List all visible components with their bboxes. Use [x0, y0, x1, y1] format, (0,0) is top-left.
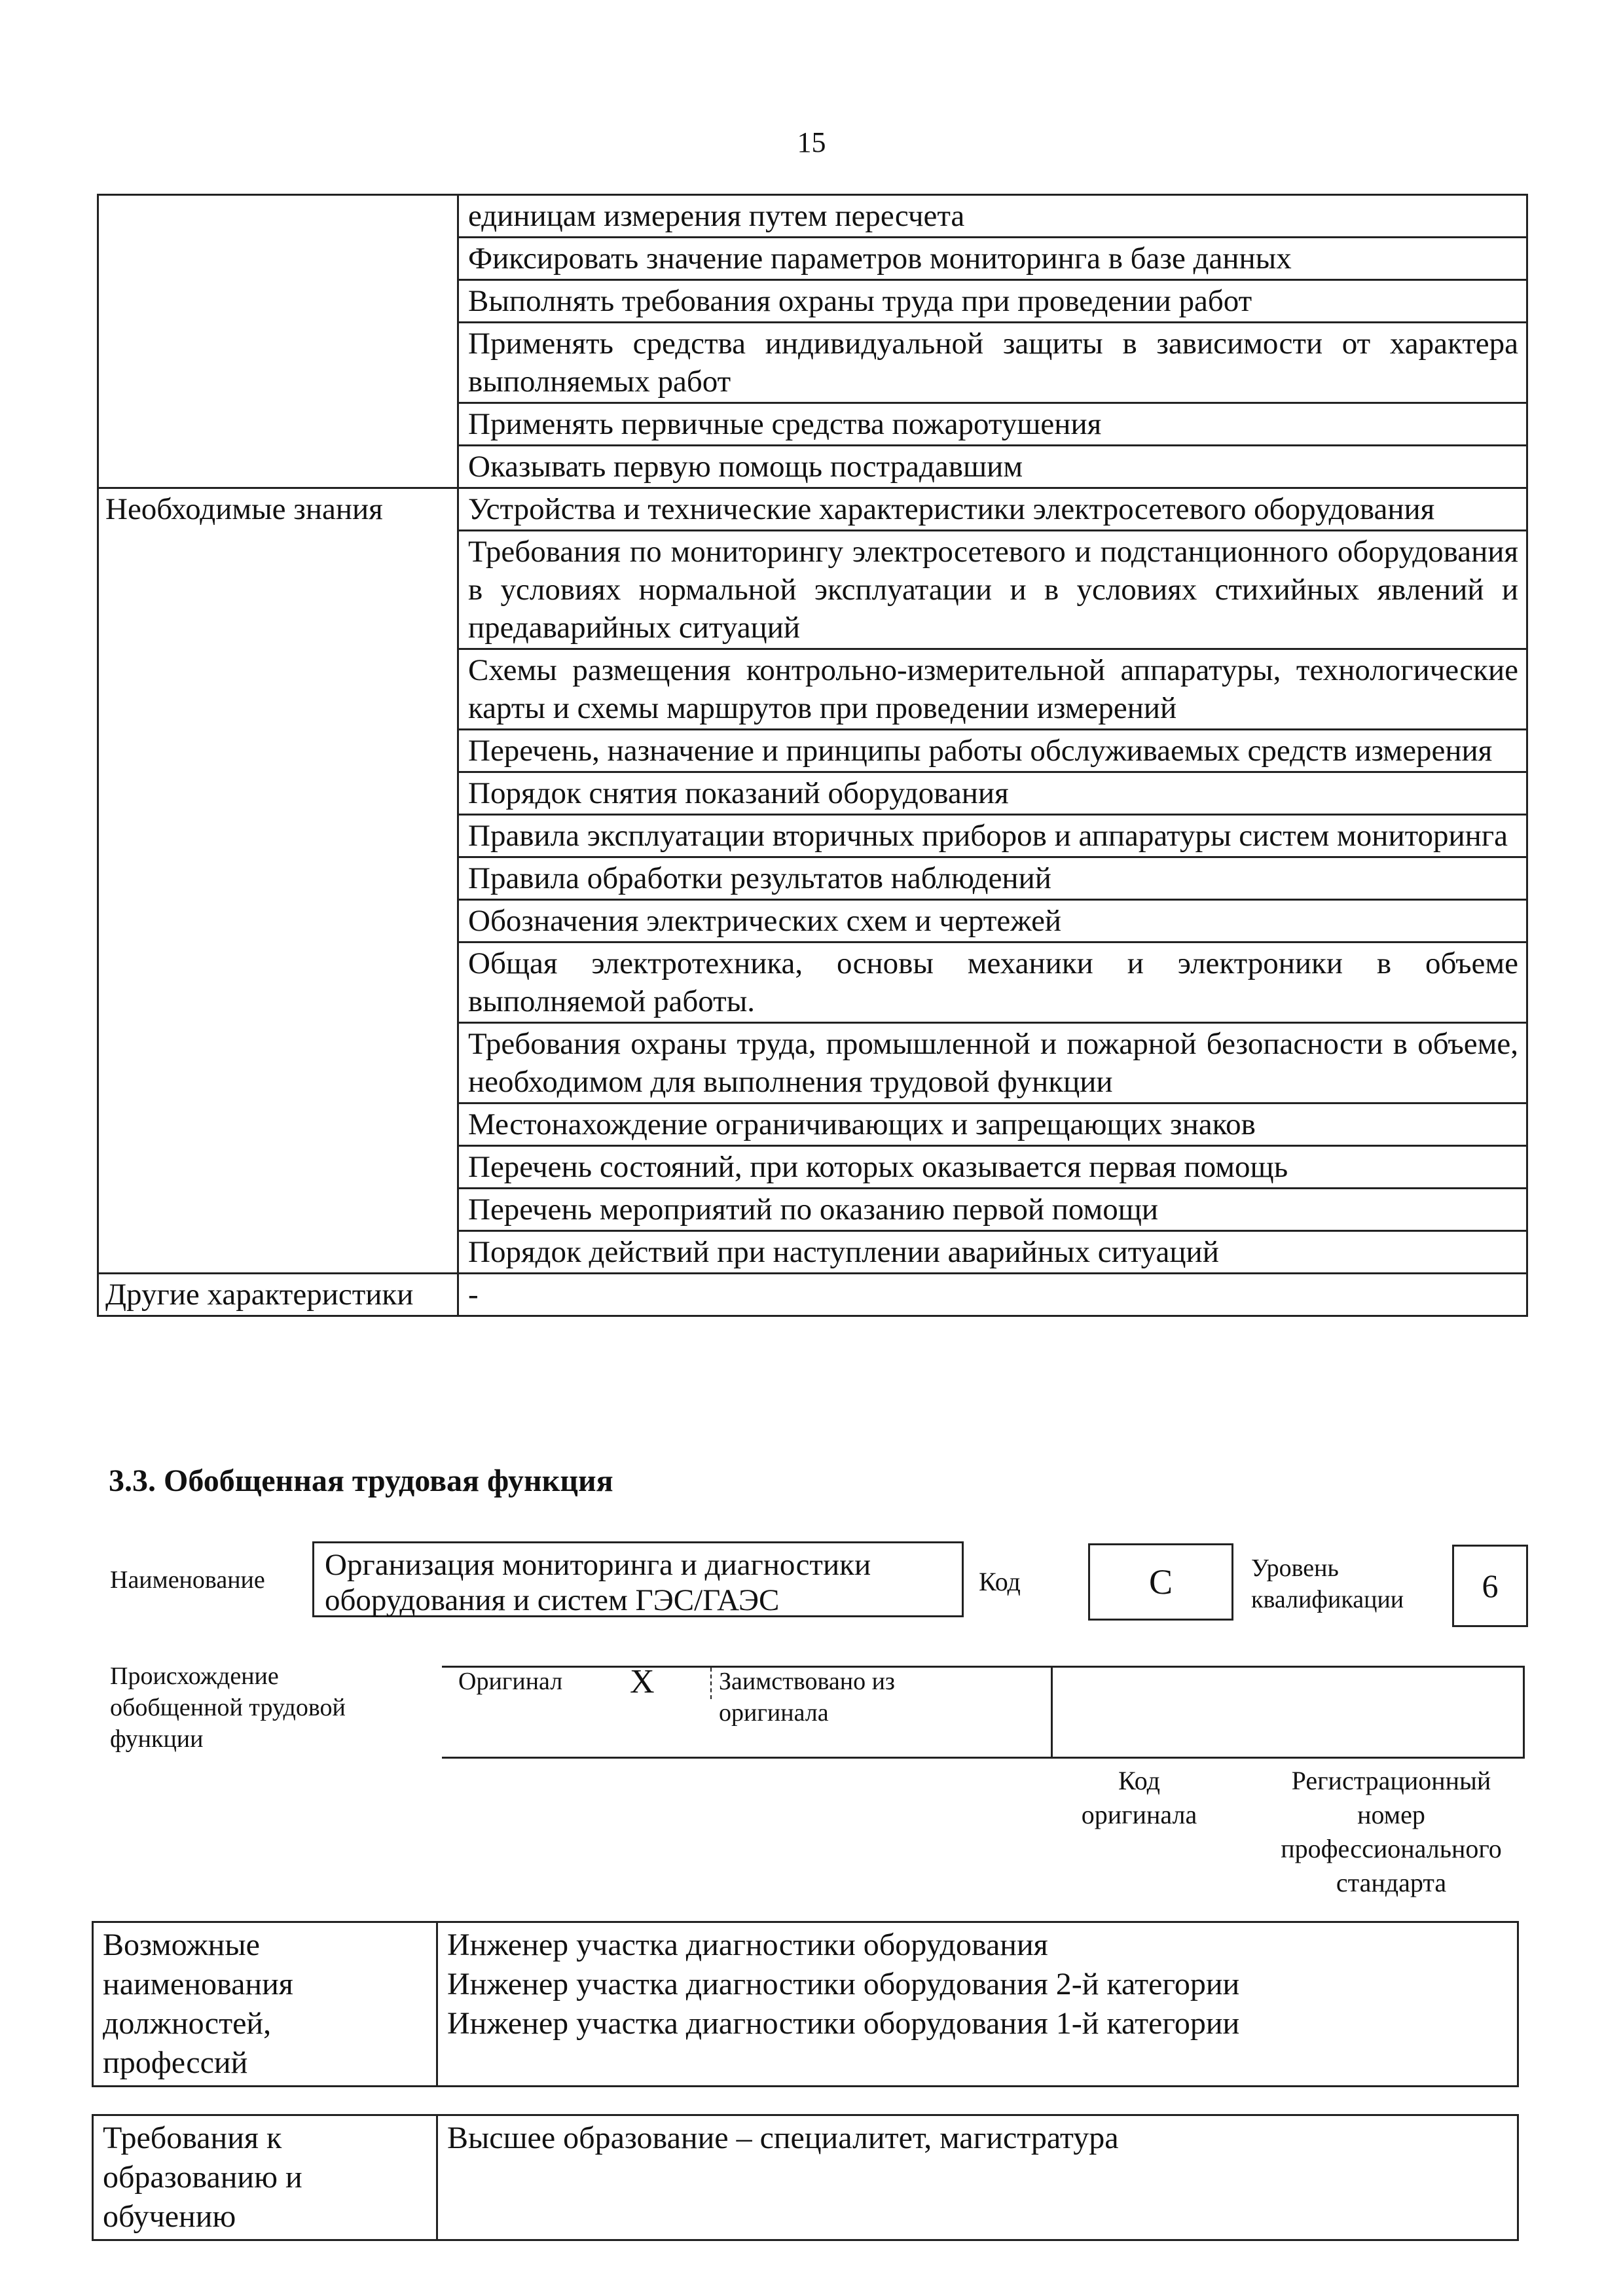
- caption-line: профессионального: [1281, 1834, 1502, 1863]
- borrowed-label: [719, 1666, 1020, 1729]
- page-number: 15: [797, 126, 826, 158]
- knowledge-item: Устройства и технические характеристики электросетевого оборудования: [458, 488, 1527, 531]
- position-item: Инженер участка диагностики оборудования 1-й категории: [447, 2006, 1240, 2041]
- registration-number-caption: [1247, 1764, 1535, 1900]
- knowledge-item: Порядок действий при наступлении аварийных ситуаций: [458, 1231, 1527, 1274]
- skill-item: единицам измерения путем пересчета: [458, 195, 1527, 238]
- caption-line: Регистрационный: [1291, 1766, 1491, 1795]
- knowledge-item: Перечень, назначение и принципы работы обслуживаемых средств измерения: [458, 730, 1527, 772]
- education-label: [93, 2115, 437, 2240]
- function-name-line: оборудования и систем ГЭС/ГАЭС: [325, 1583, 780, 1617]
- origin-divider: [1051, 1666, 1053, 1759]
- positions-list: [437, 1922, 1518, 2087]
- knowledge-item: Требования по мониторингу электросетевого и подстанционного оборудования в условиях нормальной эксплуатации и в условиях стихийных явлений и предаварийных ситуаций: [458, 531, 1527, 649]
- skills-label-cell: [98, 195, 458, 488]
- positions-label-line: наименования: [103, 1967, 293, 2001]
- caption-line: оригинала: [1081, 1800, 1197, 1829]
- knowledge-label: Необходимые знания: [98, 488, 458, 1274]
- function-name-box: [312, 1541, 964, 1617]
- level-label-line: квалификации: [1251, 1586, 1404, 1613]
- original-x-mark: X: [630, 1663, 655, 1700]
- education-value: Высшее образование – специалитет, магистратура: [437, 2115, 1518, 2240]
- table-row: [98, 1274, 1527, 1316]
- origin-label: [110, 1660, 398, 1755]
- position-item: Инженер участка диагностики оборудования: [447, 1928, 1048, 1962]
- skill-item: Выполнять требования охраны труда при проведении работ: [458, 280, 1527, 323]
- education-label-line: Требования к: [103, 2121, 282, 2155]
- original-label: Оригинал: [458, 1668, 563, 1695]
- skills-knowledge-table: [97, 194, 1528, 1317]
- caption-line: Код: [1118, 1766, 1160, 1795]
- positions-label-line: Возможные: [103, 1928, 260, 1962]
- code-original-caption: [1064, 1764, 1214, 1832]
- skill-item: Применять средства индивидуальной защиты в зависимости от характера выполняемых работ: [458, 323, 1527, 403]
- level-label: [1251, 1552, 1404, 1615]
- education-table: [92, 2114, 1519, 2241]
- code-label: Код: [979, 1567, 1021, 1596]
- level-label-line: Уровень: [1251, 1554, 1339, 1582]
- borrowed-label-line: оригинала: [719, 1699, 829, 1727]
- positions-table: [92, 1921, 1519, 2087]
- other-characteristics-label: Другие характеристики: [98, 1274, 458, 1316]
- knowledge-item: Обозначения электрических схем и чертежей: [458, 900, 1527, 942]
- other-characteristics-value: -: [458, 1274, 1527, 1316]
- table-row: [98, 195, 1527, 238]
- section-heading: 3.3. Обобщенная трудовая функция: [109, 1463, 613, 1498]
- origin-label-line: обобщенной трудовой: [110, 1694, 346, 1721]
- knowledge-item: Местонахождение ограничивающих и запрещающих знаков: [458, 1103, 1527, 1146]
- skill-item: Фиксировать значение параметров мониторинга в базе данных: [458, 238, 1527, 280]
- knowledge-item: Схемы размещения контрольно-измерительной аппаратуры, технологические карты и схемы маршрутов при проведении измерений: [458, 649, 1527, 730]
- table-row: [93, 1922, 1518, 2087]
- skill-item: Оказывать первую помощь пострадавшим: [458, 446, 1527, 488]
- education-label-line: обучению: [103, 2199, 236, 2234]
- caption-line: номер: [1357, 1800, 1425, 1829]
- level-value-box: [1452, 1545, 1528, 1627]
- table-row: [98, 488, 1527, 531]
- knowledge-item: Перечень мероприятий по оказанию первой помощи: [458, 1189, 1527, 1231]
- skill-item: Применять первичные средства пожаротушения: [458, 403, 1527, 446]
- knowledge-item: Требования охраны труда, промышленной и пожарной безопасности в объеме, необходимом для выполнения трудовой функции: [458, 1023, 1527, 1103]
- code-value: C: [1148, 1562, 1173, 1602]
- name-label: Наименование: [110, 1566, 265, 1594]
- position-item: Инженер участка диагностики оборудования 2-й категории: [447, 1967, 1240, 2001]
- table-row: [93, 2115, 1518, 2240]
- knowledge-item: Перечень состояний, при которых оказывается первая помощь: [458, 1146, 1527, 1189]
- positions-label-line: должностей,: [103, 2006, 272, 2041]
- origin-label-line: функции: [110, 1725, 204, 1753]
- knowledge-item: Порядок снятия показаний оборудования: [458, 772, 1527, 815]
- education-label-line: образованию и: [103, 2160, 302, 2195]
- origin-separator: [710, 1668, 712, 1699]
- positions-label: [93, 1922, 437, 2087]
- positions-label-line: профессий: [103, 2045, 248, 2080]
- knowledge-item: Правила обработки результатов наблюдений: [458, 857, 1527, 900]
- knowledge-item: Правила эксплуатации вторичных приборов и аппаратуры систем мониторинга: [458, 815, 1527, 857]
- function-name-line: Организация мониторинга и диагностики: [325, 1548, 871, 1582]
- caption-line: стандарта: [1336, 1868, 1447, 1897]
- knowledge-item: Общая электротехника, основы механики и электроники в объеме выполняемой работы.: [458, 942, 1527, 1023]
- borrowed-label-line: Заимствовано из: [719, 1668, 895, 1695]
- level-value: 6: [1482, 1568, 1499, 1604]
- code-value-box: [1088, 1543, 1233, 1621]
- origin-label-line: Происхождение: [110, 1662, 279, 1690]
